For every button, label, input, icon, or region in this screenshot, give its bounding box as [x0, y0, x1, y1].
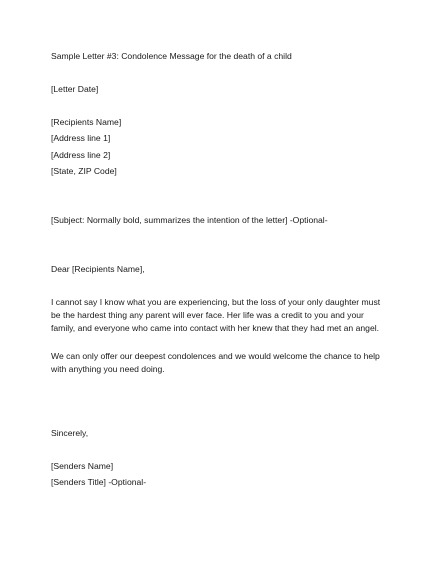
sender-title: [Senders Title] -Optional-: [51, 477, 147, 487]
letter-title: Sample Letter #3: Condolence Message for the death of a child: [51, 51, 292, 61]
recipient-address-line-1: [Address line 1]: [51, 133, 111, 143]
body-paragraph-1-line: I cannot say I know what you are experiencing, but the loss of your only daughter must: [51, 297, 381, 307]
sender-name: [Senders Name]: [51, 461, 114, 471]
body-paragraph-2-line: We can only offer our deepest condolences and we would welcome the chance to help: [51, 351, 380, 361]
body-paragraph-1: [51, 296, 416, 335]
recipient-state-zip: [State, ZIP Code]: [51, 166, 117, 176]
closing: Sincerely,: [51, 428, 89, 438]
body-paragraph-1-line: be the hardest thing any parent will ever face. Her life was a credit to you and your: [51, 310, 364, 320]
letter-subject: [Subject: Normally bold, summarizes the intention of the letter] -Optional-: [51, 215, 328, 225]
recipient-address-line-2: [Address line 2]: [51, 150, 111, 160]
recipient-name: [Recipients Name]: [51, 117, 122, 127]
salutation: Dear [Recipients Name],: [51, 264, 145, 274]
body-paragraph-2: [51, 350, 416, 376]
body-paragraph-1-line: family, and everyone who came into contact with her knew that they had met an angel.: [51, 323, 380, 333]
body-paragraph-2-line: with anything you need doing.: [51, 364, 165, 374]
letter-date: [Letter Date]: [51, 84, 99, 94]
